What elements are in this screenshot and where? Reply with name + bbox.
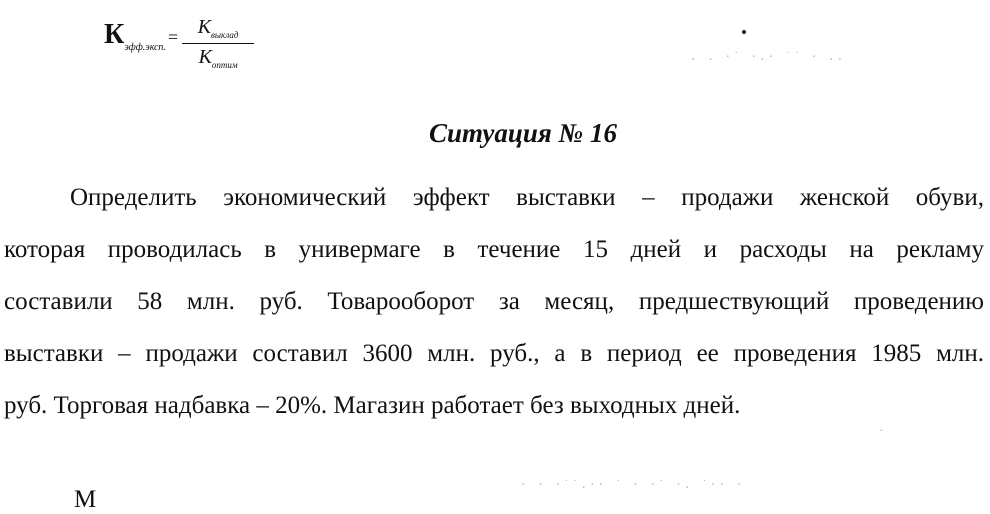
paragraph-line: Определить экономический эффект выставки – продажи женской обуви, — [70, 184, 984, 211]
next-paragraph-fragment: М — [74, 486, 97, 513]
formula-denominator-subscript: оптим — [211, 59, 238, 70]
formula-k-symbol: К — [104, 19, 125, 50]
situation-title: Ситуация № 16 — [429, 118, 617, 148]
formula-numerator-symbol: К — [197, 15, 211, 38]
formula-denominator-symbol: К — [198, 45, 212, 68]
formula-k-subscript: эфф.эксп. — [124, 41, 166, 53]
efficiency-formula — [104, 8, 254, 78]
paragraph-line: руб. Торговая надбавка – 20%. Магазин работает без выходных дней. — [4, 392, 741, 419]
formula-numerator — [198, 15, 239, 42]
scan-noise: . . ·˙ ·.· ˙˙ · .. — [690, 50, 846, 63]
fraction-bar — [182, 43, 254, 44]
paragraph-line: составили 58 млн. руб. Товарооборот за месяц, предшествующий проведению — [4, 288, 984, 315]
formula-fraction — [182, 15, 254, 72]
scan-speck — [742, 30, 746, 34]
paragraph-line: которая проводилась в универмаге в течение 15 дней и расходы на рекламу — [4, 236, 984, 263]
formula-equals-sign: = — [167, 26, 179, 47]
formula-numerator-subscript: выклад — [210, 29, 239, 40]
scan-noise: · — [878, 424, 887, 437]
formula-denominator — [199, 45, 238, 72]
scan-noise: · · ·˙˙.·· ˙ · ·˙ ·. ˙·· · — [520, 478, 745, 491]
paragraph-line: выставки – продажи составил 3600 млн. руб., а в период ее проведения 1985 млн. — [4, 340, 984, 367]
